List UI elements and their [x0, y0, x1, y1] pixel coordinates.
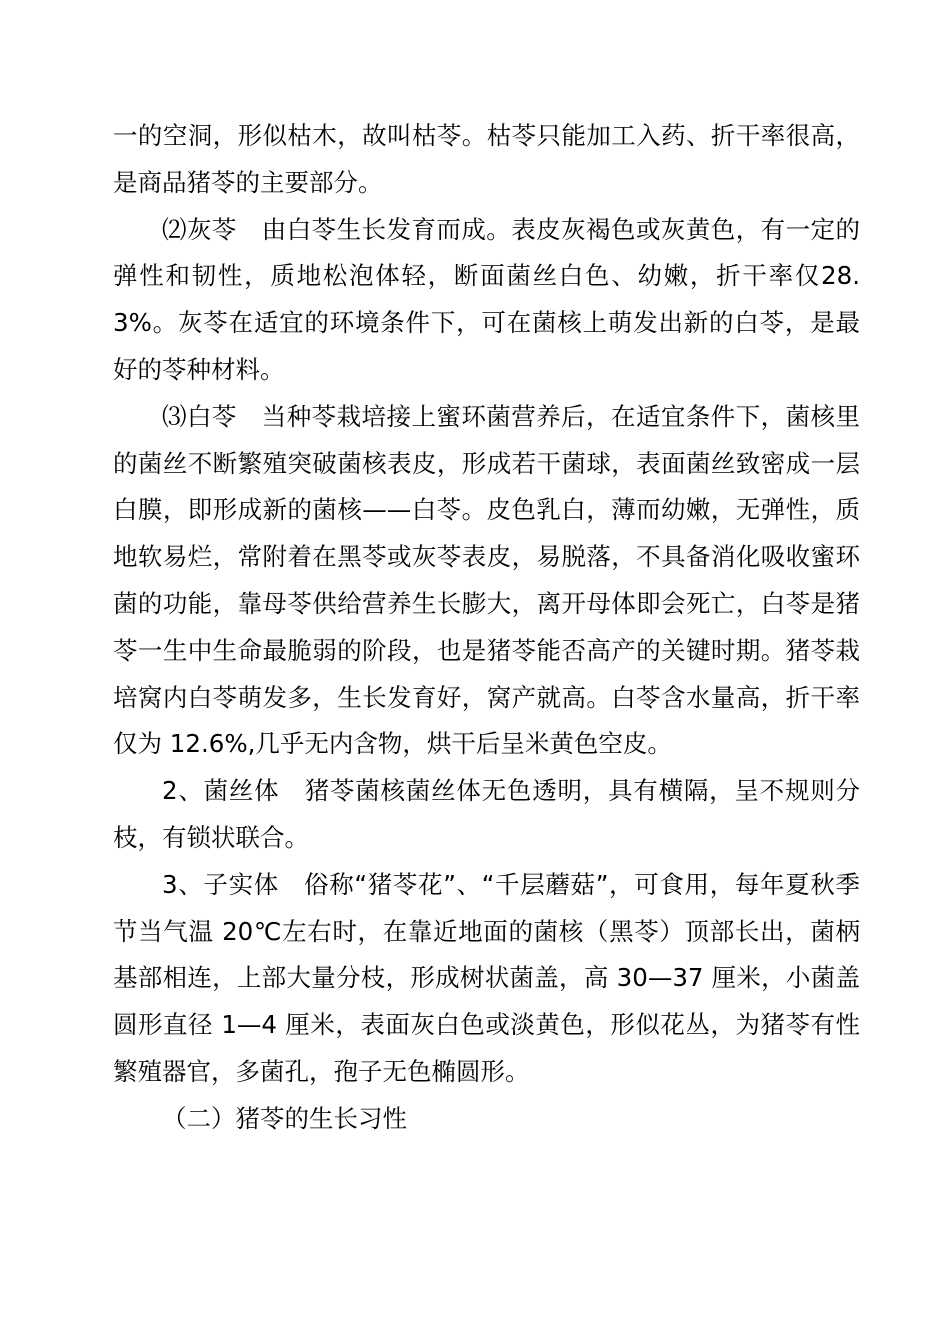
paragraph-grey-sclerotium: ⑵灰苓 由白苓生长发育而成。表皮灰褐色或灰黄色，有一定的弹性和韧性，质地松泡体轻，断面菌丝白色、幼嫩，折干率仅28.3%。灰苓在适宜的环境条件下，可在菌核上萌发出新的白苓，是最好的苓种材料。: [113, 214, 860, 384]
paragraph-fruiting-body: 3、子实体 俗称“猪苓花”、“千层蘑菇”，可食用，每年夏秋季节当气温 20℃左右时，在靠近地面的菌核（黑苓）顶部长出，菌柄基部相连，上部大量分枝，形成树状菌盖，高 30—37 厘米，小菌盖圆形直径 1—4 厘米，表面灰白色或淡黄色，形似花丛，为猪苓有性繁殖器官，多菌孔，孢子无色椭圆形。: [113, 869, 860, 1086]
paragraph-white-sclerotium: ⑶白苓 当种苓栽培接上蜜环菌营养后，在适宜条件下，菌核里的菌丝不断繁殖突破菌核表皮，形成若干菌球，表面菌丝致密成一层白膜，即形成新的菌核——白苓。皮色乳白，薄而幼嫩，无弹性，质地软易烂，常附着在黑苓或灰苓表皮，易脱落，不具备消化吸收蜜环菌的功能，靠母苓供给营养生长膨大，离开母体即会死亡，白苓是猪苓一生中生命最脆弱的阶段，也是猪苓能否高产的关键时期。猪苓栽培窝内白苓萌发多，生长发育好，窝产就高。白苓含水量高，折干率仅为 12.6%,几乎无内含物，烘干后呈米黄色空皮。: [113, 401, 860, 759]
section-heading: （二）猪苓的生长习性: [162, 1103, 407, 1133]
paragraph-mycelium: 2、菌丝体 猪苓菌核菌丝体无色透明，具有横隔，呈不规则分枝，有锁状联合。: [113, 776, 860, 852]
paragraph-dead-sclerotium: 一的空洞，形似枯木，故叫枯苓。枯苓只能加工入药、折干率很高，是商品猪苓的主要部分。: [113, 121, 860, 197]
document-body: [113, 113, 860, 1143]
